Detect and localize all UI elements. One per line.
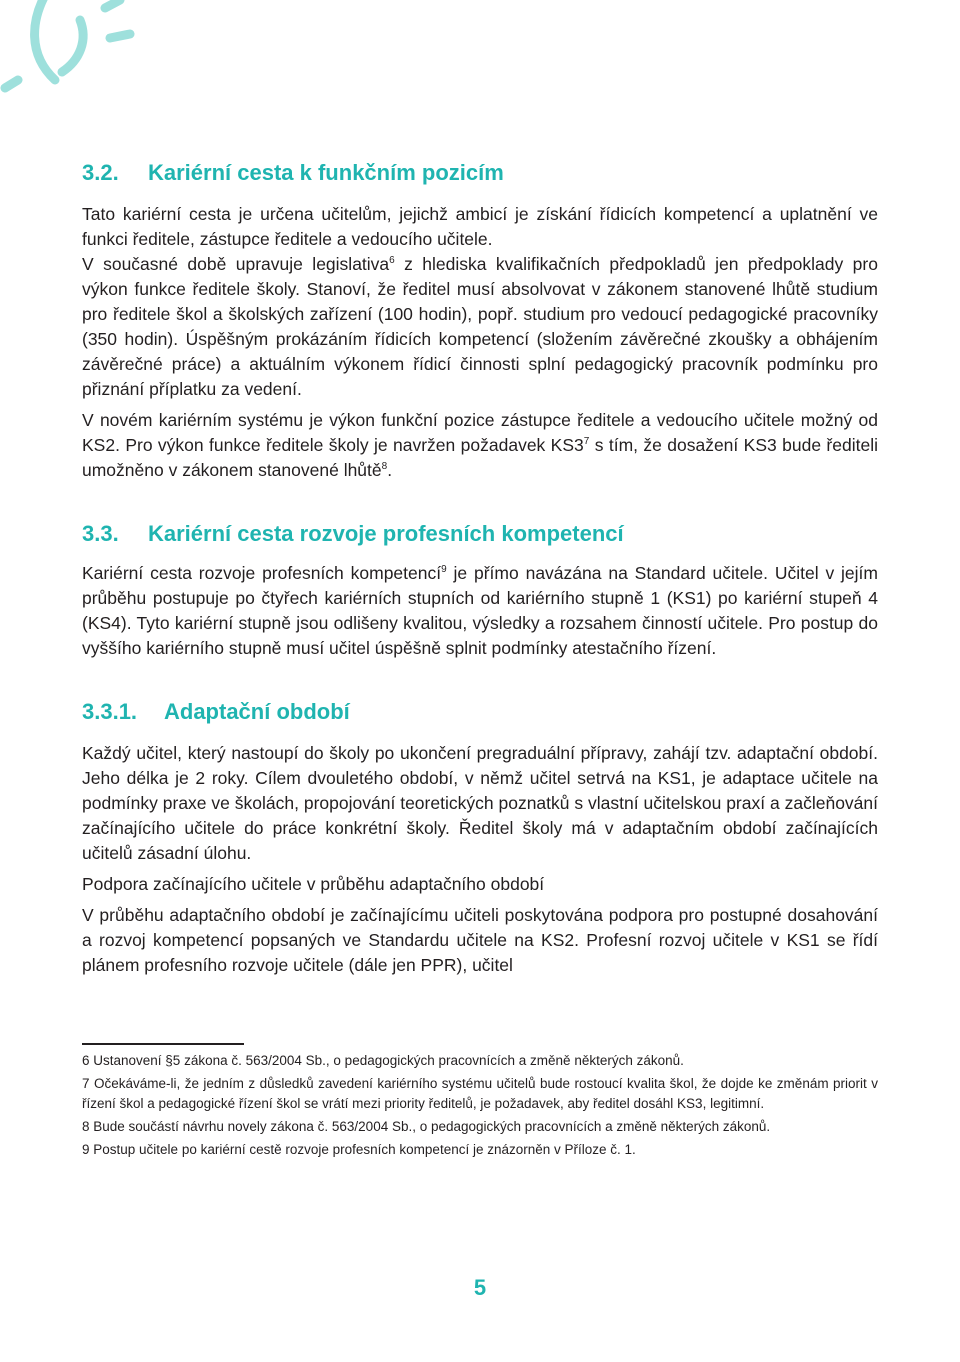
paragraph bbox=[82, 252, 878, 402]
section-heading-3-3 bbox=[82, 519, 878, 549]
section-title: Kariérní cesta k funkčním pozicím bbox=[148, 160, 504, 185]
paragraph: Každý učitel, který nastoupí do školy po ukončení pregraduální přípravy, zahájí tzv. adaptační období. Jeho délka je 2 roky. Cílem dvouletého období, v němž učitel setrvá na KS1, je adaptace učitele na podmínky praxe ve školách, propojování teoretických poznatků s vlastní učitelskou praxí a začleňování začínajícího učitele do práce konkrétní školy. Ředitel školy má v adaptačním období začínajících učitelů zásadní úlohu. bbox=[82, 743, 878, 863]
main-content bbox=[82, 158, 878, 978]
text-run: V novém kariérním systému je výkon funkční pozice zástupce ředitele a vedoucího učitele možný od KS2. Pro výkon funkce ředitele školy je navržen požadavek KS3 bbox=[82, 410, 878, 455]
footnote: 7 Očekáváme-li, že jedním z důsledků zavedení kariérního systému učitelů bude rostoucí kvalita škol, že dojde ke změnám priorit v řízení škol a pedagogické řízení škol se vrátí mezi priority ředitelů, je požadavek, aby ředitel dosáhl KS3, legitimní. bbox=[82, 1076, 878, 1111]
text-run: je přímo navázána na Standard učitele. Učitel v jejím průběhu postupuje po čtyřech kariérních stupních od kariérního stupně 1 (KS1) po kariérní stupeň 4 (KS4). Tyto kariérní stupně jsou odlišeny kvalitou, výsledky a rozsahem činností učitele. Pro postup do vyššího kariérního stupně musí učitel úspěšně splnit podmínky atestačního řízení. bbox=[82, 563, 878, 658]
section-title: Kariérní cesta rozvoje profesních kompetencí bbox=[148, 521, 624, 546]
section-title: Adaptační období bbox=[164, 699, 350, 724]
paragraph bbox=[82, 408, 878, 483]
section-heading-3-3-1 bbox=[82, 697, 878, 727]
text-run: V současné době upravuje legislativa bbox=[82, 254, 390, 274]
subheading-paragraph: Podpora začínajícího učitele v průběhu adaptačního období bbox=[82, 874, 545, 894]
text-run: z hlediska kvalifikačních předpokladů jen předpoklady pro výkon funkce ředitele školy. Stanoví, že ředitel musí absolvovat v zákonem stanovené lhůtě studium pro ředitele škol a školských zařízení (100 hodin), popř. studium pro vedoucí pedagogické pracovníky (350 hodin). Úspěšným prokázáním řídicích kompetencí (složením závěrečné zkoušky a obhájením závěrečné práce) a aktuálním výkonem řídicí činnosti splní pedagogický pracovník podmínku pro přiznání příplatku za vedení. bbox=[82, 254, 878, 399]
footnote-ref: 6 bbox=[389, 255, 395, 267]
section-number: 3.2. bbox=[82, 160, 119, 185]
section-heading-3-2 bbox=[82, 158, 878, 188]
section-number: 3.3. bbox=[82, 521, 119, 546]
page-number: 5 bbox=[473, 1275, 487, 1300]
footnote-divider bbox=[82, 1043, 244, 1045]
paragraph bbox=[82, 561, 878, 661]
text-run: . bbox=[387, 460, 393, 480]
footnote-ref: 7 bbox=[583, 436, 590, 448]
footnote-ref: 8 bbox=[381, 461, 388, 473]
footnote: 8 Bude součástí návrhu novely zákona č. 563/2004 Sb., o pedagogických pracovnících a změně některých zákonů. bbox=[82, 1119, 771, 1134]
section-number: 3.3.1. bbox=[82, 699, 138, 724]
text-run: Kariérní cesta rozvoje profesních kompetencí bbox=[82, 563, 442, 583]
lightbulb-logo-icon bbox=[0, 0, 150, 100]
footnote: 6 Ustanovení §5 zákona č. 563/2004 Sb., o pedagogických pracovnících a změně některých zákonů. bbox=[82, 1053, 684, 1068]
footnote: 9 Postup učitele po kariérní cestě rozvoje profesních kompetencí je znázorněn v Příloze č. 1. bbox=[82, 1142, 636, 1157]
footnotes bbox=[82, 1051, 878, 1163]
footnote-ref: 9 bbox=[441, 564, 447, 576]
text-run: s tím, že dosažení KS3 bude řediteli umožněno v zákonem stanovené lhůtě bbox=[82, 435, 878, 480]
paragraph: Tato kariérní cesta je určena učitelům, jejichž ambicí je získání řídicích kompetencí a uplatnění ve funkci ředitele, zástupce ředitele a vedoucího učitele. bbox=[82, 204, 878, 249]
paragraph: V průběhu adaptačního období je začínajícímu učiteli poskytována podpora pro postupné dosahování a rozvoj kompetencí popsaných ve Standardu učitele na KS2. Profesní rozvoj učitele v KS1 se řídí plánem profesního rozvoje učitele (dále jen PPR), učitel bbox=[82, 905, 878, 975]
